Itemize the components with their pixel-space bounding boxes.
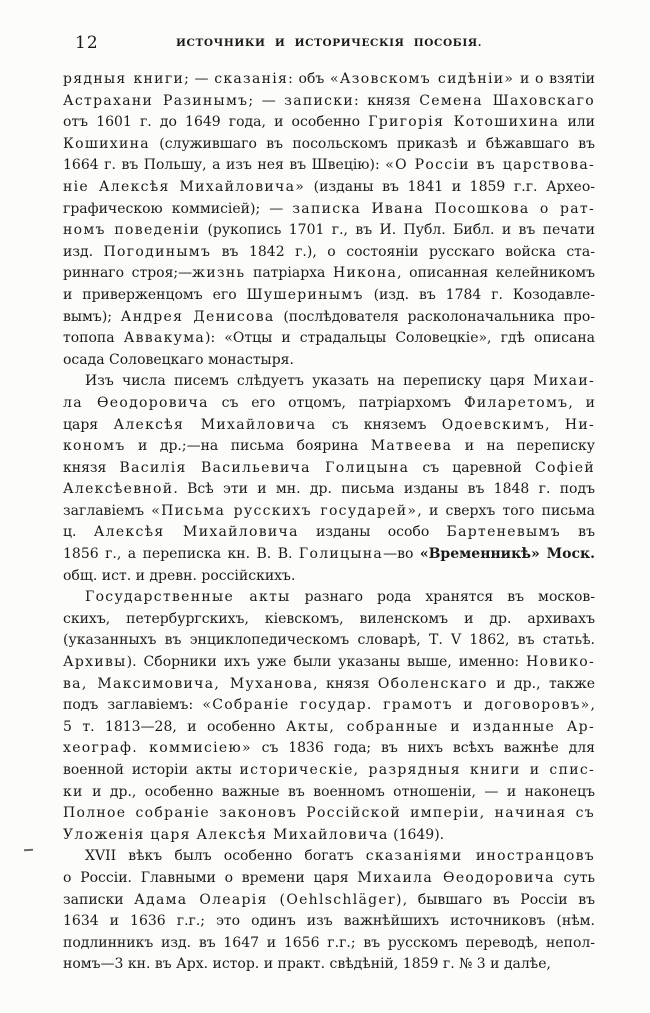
text-run: ц. [63, 524, 94, 541]
text-run: графическою коммисіей); — [63, 200, 293, 217]
text-line [63, 782, 595, 804]
text-run: Аввакума [123, 330, 206, 347]
text-line [63, 263, 595, 285]
stray-ink-mark [24, 849, 33, 851]
text-run: ла Ѳеодоровича [63, 394, 209, 411]
text-line [63, 285, 595, 307]
text-run: вымъ); [63, 308, 121, 325]
text-run: ва, Максимовича, Муханова [63, 675, 314, 692]
text-line [63, 501, 595, 523]
text-run: (1649). [388, 826, 445, 843]
text-run: съ царевной [409, 459, 535, 476]
text-run: Полное собраніе законовъ Россійской имперіи, начиная съ [63, 805, 595, 822]
text-run: или [559, 114, 595, 131]
text-line [63, 803, 595, 825]
text-run: (послѣдователя расколоначальника про- [274, 308, 595, 325]
text-line [63, 717, 595, 739]
text-run: Софіей [534, 459, 595, 476]
text-run: Акты, собранные и изданные Ар- [285, 718, 595, 735]
text-line [63, 566, 595, 588]
text-line [63, 436, 595, 458]
text-line [63, 630, 595, 652]
text-run: , и сверхъ того письма [417, 502, 595, 519]
text-block [63, 69, 595, 976]
text-run: въ 1842 г.), о состояніи русскаго войска ста- [211, 243, 595, 260]
text-run: и др., также [487, 675, 595, 692]
text-run: съ княземъ [316, 416, 442, 433]
text-run: , [590, 697, 595, 714]
text-run: подъ заглавіемъ: [63, 697, 203, 714]
text-run: : объ [288, 71, 331, 87]
text-run: , [545, 416, 565, 433]
text-run: изданы особо [298, 524, 447, 541]
text-run: «Письма русскихъ государей» [151, 502, 418, 519]
text-line [63, 220, 595, 242]
page-header [63, 33, 595, 53]
page-number: 12 [75, 33, 99, 53]
text-run: записка Ивана Посошкова о рат- [292, 200, 595, 217]
text-run: подлинникъ изд. въ 1647 и 1656 г.г.; въ русскомъ переводѣ, непол- [63, 934, 595, 951]
text-run: Изъ числа писемъ слѣдуетъ указать на переписку царя [85, 373, 534, 390]
text-run: съ 1836 года; въ нихъ всѣхъ важнѣе для [251, 740, 595, 757]
text-line [63, 825, 595, 847]
text-run: записки [284, 92, 354, 109]
text-run: Одоевскимъ [441, 416, 546, 433]
text-run: (указанныхъ въ энциклопедическомъ словарѣ, Т. V 1862, въ статьѣ. [63, 632, 595, 649]
text-run: Григорія Котошихина [368, 114, 560, 131]
text-run: Шушеринымъ [246, 286, 364, 303]
text-line [63, 609, 595, 631]
text-run: Кошихина [63, 135, 150, 152]
text-line [63, 911, 595, 933]
text-run: осада Соловецкаго монастыря. [63, 351, 294, 368]
text-line [63, 544, 595, 566]
text-run: Государственные акты [85, 589, 291, 606]
text-run: Алексѣя Михайловича [93, 524, 299, 541]
text-run: разнаго рода хранятся въ москов- [290, 589, 595, 606]
text-run: ). Сборники ихъ уже были указаны выше, именно: [126, 654, 527, 671]
text-run: царя [63, 416, 114, 433]
text-run: кономъ [63, 438, 126, 455]
text-run: и др., особенно важные въ военномъ отношеніи, — и наконецъ [83, 783, 595, 800]
text-run: риннаго строя;— [63, 265, 193, 282]
text-line [63, 933, 595, 955]
text-line [63, 155, 595, 177]
text-run: : князя [353, 92, 420, 109]
text-run: ; — [248, 92, 285, 109]
text-line [63, 954, 595, 976]
text-run: 1856 г., а переписка кн. В. В. [63, 546, 299, 563]
text-line [63, 760, 595, 782]
text-run: общ. ист. и древн. россійскихъ. [63, 567, 296, 584]
text-run: Матвеева [370, 438, 453, 455]
text-run: Погодинымъ [103, 243, 212, 260]
text-run: Уложенія царя Алексѣя Михайловича [63, 826, 389, 843]
text-run: Адама Олеарія (Oehlschläger) [134, 891, 403, 908]
text-line [63, 674, 595, 696]
text-run: Астрахани Разинымъ [63, 92, 249, 109]
text-run: 1634 и 1636 г.г.; это одинъ изъ важнѣйшихъ источниковъ (нѣм. [63, 913, 595, 930]
text-run: Филаретомъ [463, 394, 569, 411]
text-line [63, 695, 595, 717]
text-run: и др.;—на письма боярина [125, 438, 371, 455]
text-run: и приверженцомъ его [63, 286, 247, 303]
text-run: Алексѣевной [63, 481, 174, 498]
text-run: 5 т. 1813—28, и особенно [63, 718, 286, 735]
text-line [63, 242, 595, 264]
text-run: скихъ, петербургскихъ, кіевскомъ, виленскомъ и др. архивахъ [63, 610, 595, 627]
text-run: Оболенскаго [377, 675, 488, 692]
text-line [63, 393, 595, 415]
text-run: Семена Шаховскаго [419, 92, 595, 109]
text-line [63, 868, 595, 890]
text-run: записки [63, 891, 135, 908]
text-run: ; — [184, 71, 215, 87]
text-line [63, 134, 595, 156]
text-run: сказаніями иностранцовъ [365, 848, 595, 865]
text-run: военной исторіи акты [63, 762, 240, 778]
text-run: Ни- [564, 416, 595, 433]
text-line [63, 112, 595, 134]
text-run: историческіе, разрядныя книги и спис- [239, 762, 595, 778]
text-run: хеограф. коммисіею» [63, 740, 252, 757]
text-run: сказанія [214, 71, 289, 87]
text-line [63, 415, 595, 437]
text-run: ніе Алексѣя Михайловича» [63, 178, 306, 195]
text-run: Никона [332, 265, 398, 282]
text-line [63, 307, 595, 329]
text-line [63, 371, 595, 393]
text-run: Новико- [526, 654, 595, 671]
text-run: (служившаго въ посольскомъ приказѣ и бѣжавшаго въ [149, 135, 595, 152]
text-run: Василія Васильевича Голицына [119, 459, 410, 476]
text-run: Бартеневымъ [446, 524, 561, 541]
running-header: ИСТОЧНИКИ И ИСТОРИЧЕСКІЯ ПОСОБІЯ. [176, 37, 482, 49]
text-run: патріарха [245, 265, 333, 282]
text-line [63, 350, 595, 372]
text-run: и на переписку [452, 438, 595, 455]
text-run: Михаи- [533, 373, 595, 390]
text-run: Андрея Денисова [120, 308, 275, 325]
text-run: о Россіи. Главными о времени царя [63, 869, 358, 886]
text-run: князя [63, 459, 120, 476]
text-run: Голицына [298, 546, 384, 563]
text-run: —во [383, 546, 420, 563]
text-line [63, 177, 595, 199]
text-run: въ [560, 524, 595, 541]
text-run: Алексѣя Михайловича [113, 416, 317, 433]
text-line [63, 587, 595, 609]
text-run: (изданы въ 1841 и 1859 г.г. Архео- [305, 178, 595, 195]
text-run: отъ 1601 г. до 1649 года, и особенно [63, 114, 369, 131]
text-run: «О Россіи въ царствова- [385, 157, 595, 174]
text-line [63, 738, 595, 760]
text-run: номъ поведеніи [63, 222, 201, 239]
text-run: Михаила Ѳеодоровича [357, 869, 555, 886]
text-line [63, 91, 595, 113]
text-run: ки [63, 783, 84, 800]
text-run: съ его отцомъ, патріархомъ [208, 394, 464, 411]
text-run: XVII вѣкъ былъ особенно богатъ [85, 848, 366, 865]
text-run: , описанная келейникомъ [397, 265, 595, 282]
text-run: , и [568, 394, 595, 411]
text-line [63, 199, 595, 221]
text-run: , князя [313, 675, 378, 692]
text-run: «Азовскомъ сидѣніи» [330, 71, 515, 87]
text-run: номъ—3 кн. въ Арх. истор. и практ. свѣдѣній, 1859 г. № 3 и далѣе, [63, 956, 551, 973]
text-run: суть [554, 869, 595, 886]
text-run: рядныя книги [63, 71, 185, 87]
text-run: «Собраніе государ. грамотъ и договоровъ» [202, 697, 591, 714]
text-line [63, 479, 595, 501]
text-run: ): «Отцы и страдальцы Соловецкіе», гдѣ описана [205, 330, 595, 347]
text-run: 1664 г. въ Польшу, а изъ нея въ Швецію): [63, 157, 386, 174]
text-run: жизнь [192, 265, 246, 282]
text-run: Архивы [63, 654, 127, 671]
text-line [63, 890, 595, 912]
text-line [63, 69, 595, 91]
text-line [63, 652, 595, 674]
text-run: , бывшаго въ Россіи въ [402, 891, 595, 908]
text-run: заглавіемъ [63, 502, 152, 519]
text-line [63, 846, 595, 868]
text-run: . Всѣ эти и мн. др. письма изданы въ 1848 г. подъ [173, 481, 595, 498]
text-line [63, 458, 595, 480]
text-run: (изд. въ 1784 г. Козодавле- [363, 286, 595, 303]
text-run: и о взятіи [514, 71, 595, 87]
text-run: топопа [63, 330, 124, 347]
text-run: «Временникѣ» Моск. [419, 546, 595, 563]
text-line [63, 522, 595, 544]
text-line [63, 328, 595, 350]
text-run: (рукопись 1701 г., въ И. Публ. Библ. и въ печати [200, 222, 595, 239]
text-run: изд. [63, 243, 104, 260]
